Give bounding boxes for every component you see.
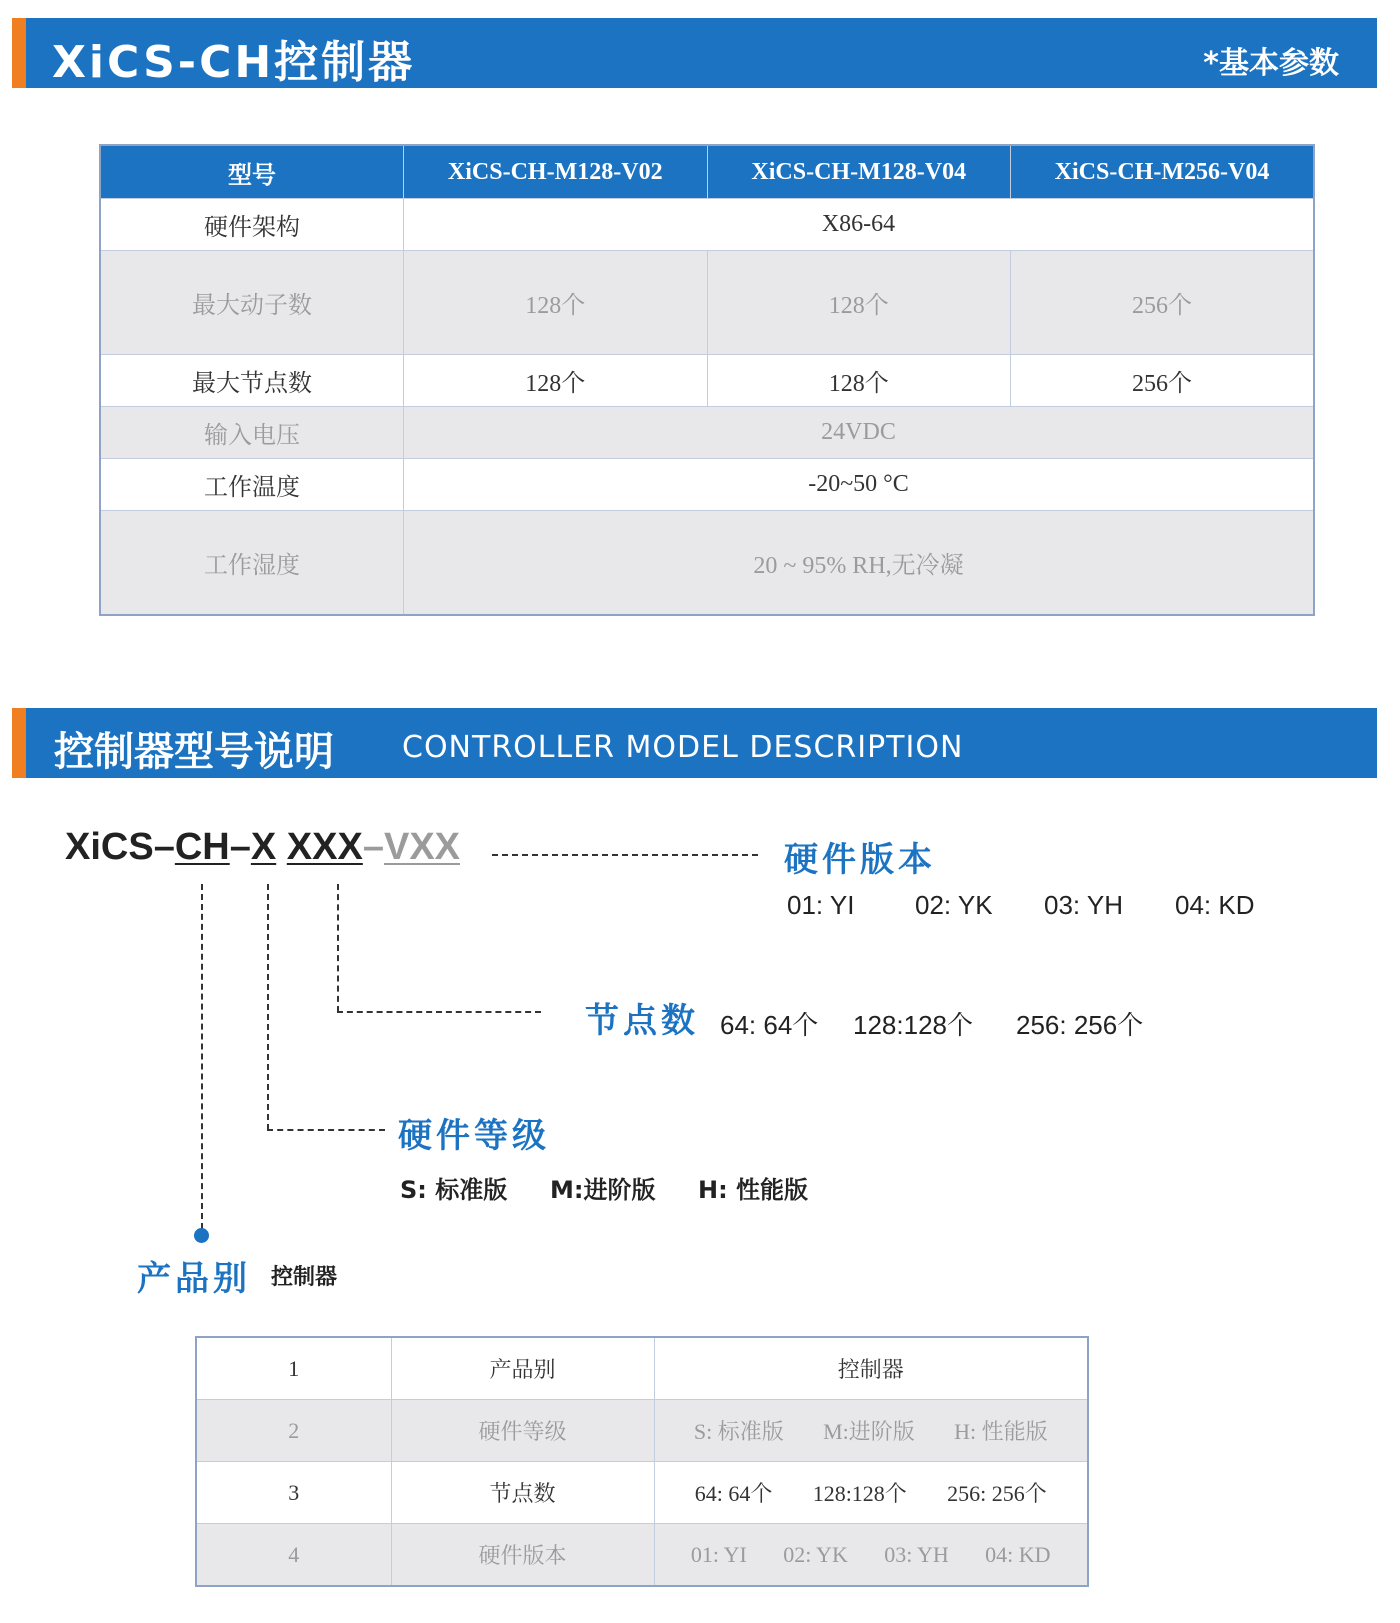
row-label: 硬件架构 bbox=[100, 199, 404, 251]
product-title: XiCS-CH控制器 bbox=[52, 37, 416, 88]
code-part-product: CH bbox=[174, 826, 230, 868]
table-row bbox=[100, 199, 1314, 251]
row-number: 3 bbox=[196, 1462, 391, 1524]
code-part-nodes: XXX bbox=[286, 826, 363, 868]
row-label: 输入电压 bbox=[100, 407, 404, 459]
hw-version-option: 03: YH bbox=[1044, 890, 1124, 920]
table-row bbox=[100, 511, 1314, 615]
code-part-grade: X bbox=[250, 826, 277, 868]
row-number: 1 bbox=[196, 1337, 391, 1400]
row-values bbox=[654, 1337, 1088, 1400]
connector-dot bbox=[194, 1228, 209, 1243]
row-value: M:进阶版 bbox=[823, 1419, 915, 1444]
hw-version-option: 01: YI bbox=[787, 890, 855, 920]
row-value: 24VDC bbox=[404, 407, 1315, 459]
row-value: 128个 bbox=[404, 355, 708, 407]
product-value: 控制器 bbox=[271, 1265, 338, 1290]
connector-nodes-vertical bbox=[337, 884, 339, 1012]
header-cell-model-3: XiCS-CH-M256-V04 bbox=[1011, 145, 1315, 199]
code-prefix: XiCS– bbox=[65, 826, 175, 868]
spec-table bbox=[99, 144, 1315, 616]
row-value: 01: YI bbox=[690, 1541, 747, 1567]
nodes-option: 128:128个 bbox=[853, 1010, 973, 1040]
row-value: 03: YH bbox=[884, 1541, 949, 1567]
connector-product-vertical bbox=[201, 884, 203, 1229]
row-number: 4 bbox=[196, 1524, 391, 1587]
section-header-model-description bbox=[12, 708, 1377, 778]
header-accent-bar bbox=[12, 708, 26, 778]
row-value: 256: 256个 bbox=[947, 1481, 1047, 1506]
header-cell-model-2: XiCS-CH-M128-V04 bbox=[707, 145, 1011, 199]
spec-table-header bbox=[100, 145, 1314, 199]
header-accent-bar bbox=[12, 18, 26, 88]
code-part-version: VXX bbox=[383, 826, 461, 868]
section-header-basic-params bbox=[12, 18, 1377, 88]
row-number: 2 bbox=[196, 1400, 391, 1462]
row-value: X86-64 bbox=[404, 199, 1315, 251]
table-row bbox=[100, 251, 1314, 355]
row-value: 02: YK bbox=[783, 1541, 848, 1567]
row-values bbox=[654, 1524, 1088, 1587]
hw-version-label: 硬件版本 bbox=[784, 840, 936, 880]
connector-version bbox=[492, 854, 758, 856]
row-value: 256个 bbox=[1011, 251, 1315, 355]
row-value: 128个 bbox=[707, 355, 1011, 407]
row-value: 64: 64个 bbox=[694, 1481, 773, 1506]
table-row bbox=[100, 459, 1314, 511]
row-value: -20~50 °C bbox=[404, 459, 1315, 511]
connector-nodes bbox=[337, 1011, 541, 1013]
row-value: 20 ~ 95% RH,无冷凝 bbox=[404, 511, 1315, 615]
hw-grade-label: 硬件等级 bbox=[398, 1116, 550, 1156]
model-code bbox=[65, 826, 460, 869]
hw-version-option: 04: KD bbox=[1175, 890, 1255, 920]
product-label: 产品别 bbox=[137, 1259, 251, 1299]
row-value: H: 性能版 bbox=[954, 1419, 1048, 1444]
nodes-option: 256: 256个 bbox=[1016, 1010, 1144, 1040]
section-subtitle: *基本参数 bbox=[1203, 46, 1339, 81]
row-values bbox=[654, 1400, 1088, 1462]
code-space bbox=[276, 826, 287, 869]
section-title-english: CONTROLLER MODEL DESCRIPTION bbox=[402, 730, 964, 765]
row-label: 工作温度 bbox=[100, 459, 404, 511]
table-row bbox=[196, 1462, 1088, 1524]
header-cell-model: 型号 bbox=[100, 145, 404, 199]
table-row bbox=[100, 407, 1314, 459]
model-code-table bbox=[195, 1336, 1089, 1587]
nodes-label: 节点数 bbox=[585, 1001, 699, 1041]
row-name: 硬件版本 bbox=[391, 1524, 654, 1587]
code-separator: – bbox=[229, 826, 251, 868]
row-value: S: 标准版 bbox=[693, 1419, 784, 1444]
row-value: 控制器 bbox=[837, 1357, 904, 1382]
row-name: 硬件等级 bbox=[391, 1400, 654, 1462]
row-values bbox=[654, 1462, 1088, 1524]
header-cell-model-1: XiCS-CH-M128-V02 bbox=[404, 145, 708, 199]
row-value: 04: KD bbox=[985, 1541, 1051, 1567]
table-row bbox=[196, 1524, 1088, 1587]
hw-version-option: 02: YK bbox=[915, 890, 993, 920]
connector-grade-vertical bbox=[267, 884, 269, 1130]
section-title: 控制器型号说明 bbox=[54, 729, 334, 775]
table-row bbox=[196, 1400, 1088, 1462]
table-row bbox=[196, 1337, 1088, 1400]
row-label: 最大节点数 bbox=[100, 355, 404, 407]
connector-grade bbox=[267, 1129, 385, 1131]
row-value: 128个 bbox=[707, 251, 1011, 355]
row-value: 128个 bbox=[404, 251, 708, 355]
hw-grade-option: M:进阶版 bbox=[550, 1176, 656, 1204]
row-label: 工作湿度 bbox=[100, 511, 404, 615]
hw-grade-option: H: 性能版 bbox=[698, 1176, 809, 1204]
hw-grade-option: S: 标准版 bbox=[400, 1176, 508, 1204]
row-name: 产品别 bbox=[391, 1337, 654, 1400]
nodes-option: 64: 64个 bbox=[720, 1010, 819, 1040]
row-value: 256个 bbox=[1011, 355, 1315, 407]
code-separator: – bbox=[362, 826, 384, 868]
row-name: 节点数 bbox=[391, 1462, 654, 1524]
row-label: 最大动子数 bbox=[100, 251, 404, 355]
row-value: 128:128个 bbox=[812, 1481, 907, 1506]
table-row bbox=[100, 355, 1314, 407]
